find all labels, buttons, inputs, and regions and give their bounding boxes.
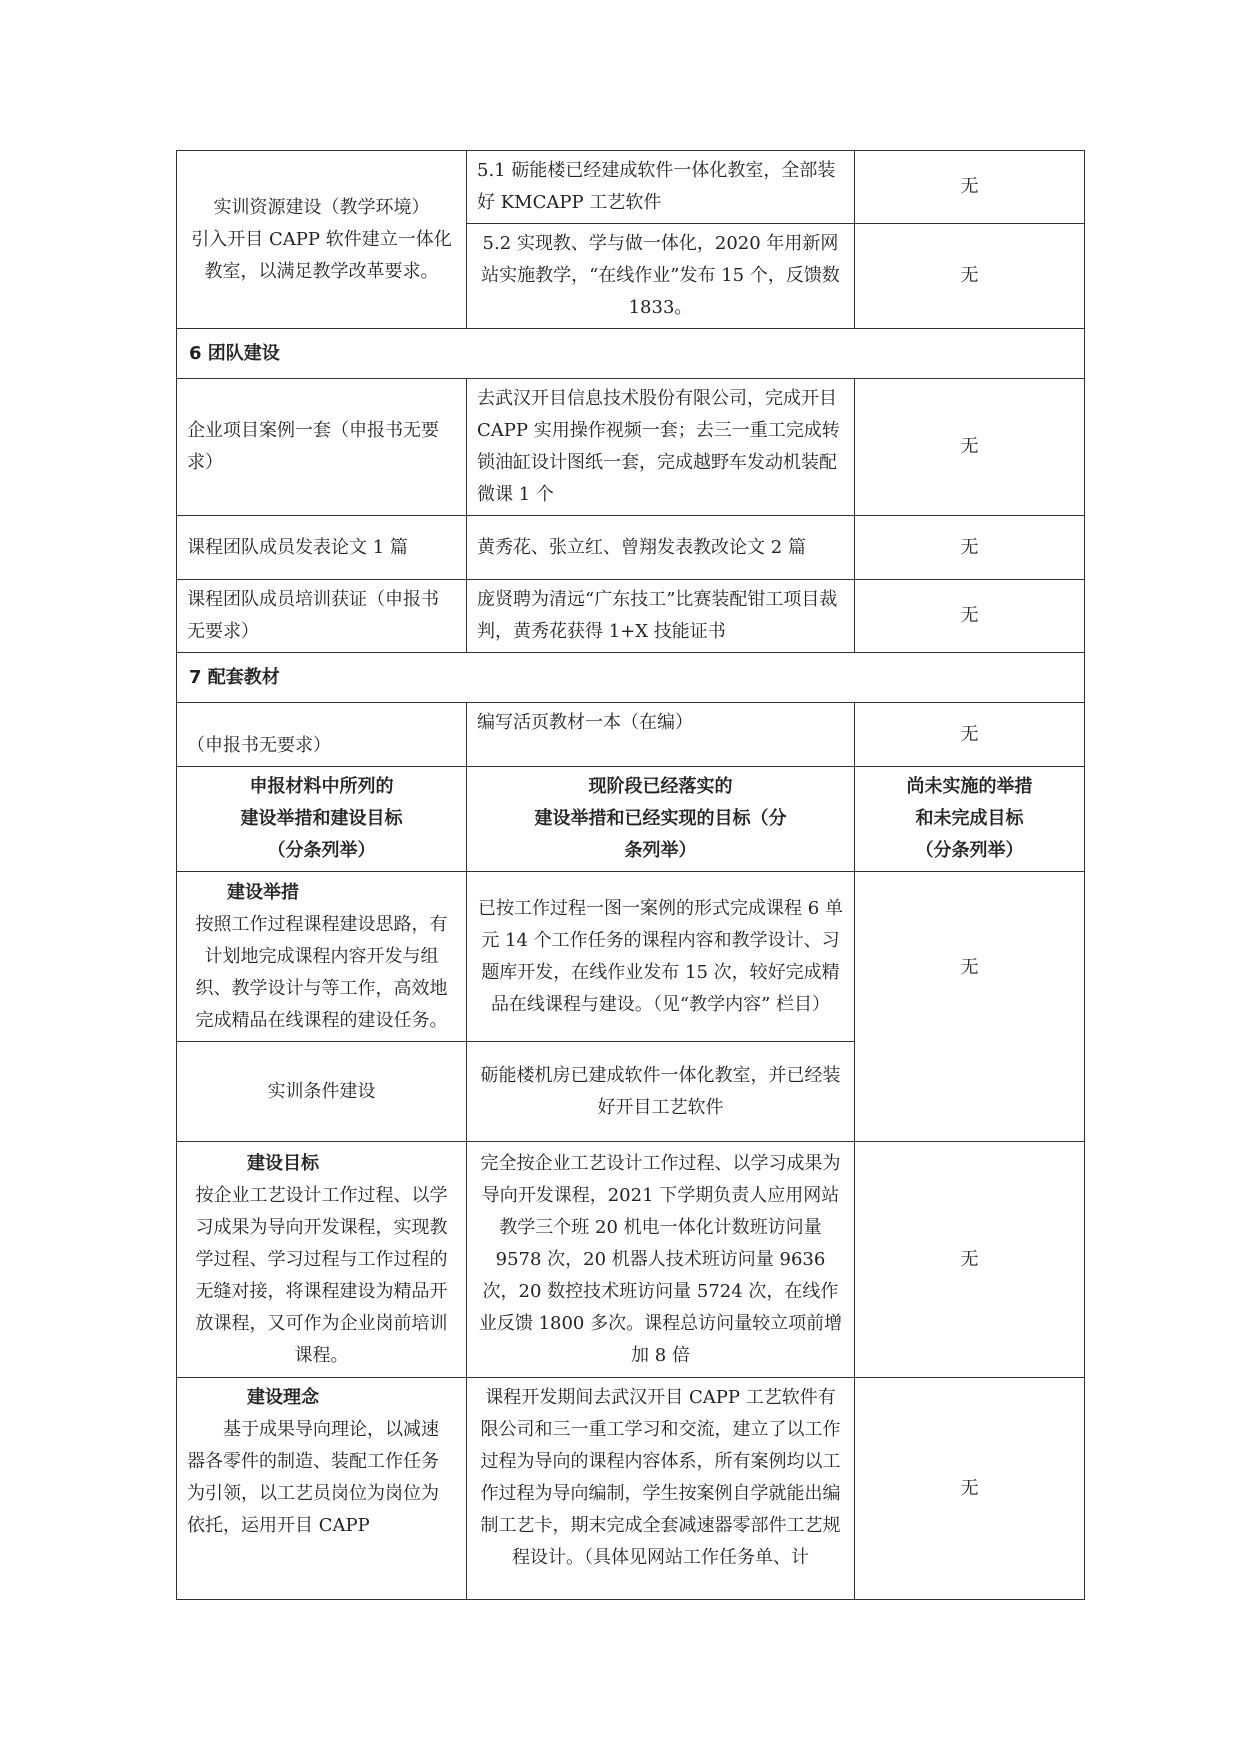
plan-cell: （申报书无要求） (177, 703, 467, 767)
plan-cell: 课程团队成员培训获证（申报书无要求） (177, 580, 467, 653)
section-title: 7 配套教材 (177, 653, 1085, 703)
pending-cell: 无 (855, 1378, 1085, 1600)
table-row (177, 1142, 1085, 1378)
progress-cell: 去武汉开目信息技术股份有限公司，完成开目 CAPP 实用操作视频一套；去三一重工完成转锁油缸设计图纸一套，完成越野车发动机装配微课 1 个 (467, 379, 855, 516)
header-line: （分条列举） (915, 840, 1024, 861)
pending-cell: 无 (855, 872, 1085, 1142)
table-row (177, 1378, 1085, 1600)
pending-cell: 无 (855, 379, 1085, 516)
resource-item-line: 实训资源建设（教学环境） (213, 196, 430, 218)
table-row (177, 872, 1085, 1042)
concept-title: 建设理念 (247, 1387, 319, 1408)
header-line: 建设举措和建设目标 (240, 808, 403, 829)
table-row (177, 151, 1085, 224)
header-line: （分条列举） (267, 840, 376, 861)
plan-cell: 企业项目案例一套（申报书无要求） (177, 379, 467, 516)
progress-cell: 黄秀花、张立红、曾翔发表教改论文 2 篇 (467, 516, 855, 580)
concept-progress-cell: 课程开发期间去武汉开目 CAPP 工艺软件有限公司和三一重工学习和交流，建立了以工作过程为导向的课程内容体系，所有案例均以工作过程为导向编制，学生按案例自学就能出编制工艺卡，期末完成全套减速器零部件工艺规程设计。（具体见网站工作任务单、计 (467, 1378, 855, 1600)
header-line: 和未完成目标 (915, 808, 1024, 829)
progress-cell: 庞贤聘为清远“广东技工”比赛装配钳工项目裁判，黄秀花获得 1+X 技能证书 (467, 580, 855, 653)
header-line: 尚未实施的举措 (906, 776, 1033, 797)
table-row (177, 379, 1085, 516)
resource-item-cell (177, 151, 467, 329)
measures-plan-text: 按照工作过程课程建设思路，有计划地完成课程内容开发与组织、教学设计与等工作，高效地完成精品在线课程的建设任务。 (195, 913, 448, 1031)
section-row (177, 329, 1085, 379)
resource-item-line: 教室，以满足教学改革要求。 (204, 260, 439, 282)
pending-cell: 无 (855, 151, 1085, 224)
header-row (177, 767, 1085, 872)
header-line: 现阶段已经落实的 (588, 776, 733, 797)
resource-progress-cell: 5.2 实现教、学与做一体化，2020 年用新网站实施教学，“在线作业”发布 15 个，反馈数 1833。 (467, 224, 855, 329)
progress-cell: 编写活页教材一本（在编） (467, 703, 855, 767)
concept-plan-text: 基于成果导向理论，以减速器各零件的制造、装配工作任务为引领，以工艺员岗位为岗位为依托，运用开目 CAPP (187, 1419, 439, 1536)
measures-title: 建设举措 (227, 881, 299, 903)
evaluation-table (176, 150, 1085, 1600)
section-title: 6 团队建设 (177, 329, 1085, 379)
plan-cell: 课程团队成员发表论文 1 篇 (177, 516, 467, 580)
goals-plan-text: 按企业工艺设计工作过程、以学习成果为导向开发课程，实现教学过程、学习过程与工作过程的无缝对接，将课程建设为精品开放课程，又可作为企业岗前培训课程。 (195, 1184, 448, 1366)
pending-cell: 无 (855, 580, 1085, 653)
goals-title: 建设目标 (247, 1152, 319, 1174)
pending-cell: 无 (855, 1142, 1085, 1378)
header-progress (467, 767, 855, 872)
table-row (177, 703, 1085, 767)
measures-plan-cell (177, 872, 467, 1042)
pending-cell: 无 (855, 516, 1085, 580)
pending-cell: 无 (855, 703, 1085, 767)
header-line: 申报材料中所列的 (249, 776, 394, 797)
goals-plan-cell (177, 1142, 467, 1378)
goals-progress-cell: 完全按企业工艺设计工作过程、以学习成果为导向开发课程，2021 下学期负责人应用网站教学三个班 20 机电一体化计数班访问量 9578 次，20 机器人技术班访问量 9636 次，20 数控技术班访问量 5724 次，在线作业反馈 1800 多次。课程总访问量较立项前增加 8 倍 (467, 1142, 855, 1378)
table-row (177, 516, 1085, 580)
measures-progress-cell: 已按工作过程一图一案例的形式完成课程 6 单元 14 个工作任务的课程内容和教学设计、习题库开发，在线作业发布 15 次，较好完成精品在线课程与建设。（见“教学内容” 栏目） (467, 872, 855, 1042)
training-progress-cell: 砺能楼机房已建成软件一体化教室，并已经装好开目工艺软件 (467, 1042, 855, 1142)
table-row (177, 580, 1085, 653)
header-line: 建设举措和已经实现的目标（分 (534, 808, 787, 829)
header-line: 条列举） (624, 840, 697, 861)
resource-item-line: 引入开目 CAPP 软件建立一体化 (191, 228, 452, 250)
concept-plan-cell (177, 1378, 467, 1600)
section-row (177, 653, 1085, 703)
header-pending (855, 767, 1085, 872)
header-plan (177, 767, 467, 872)
resource-progress-cell: 5.1 砺能楼已经建成软件一体化教室，全部装好 KMCAPP 工艺软件 (467, 151, 855, 224)
pending-cell: 无 (855, 224, 1085, 329)
training-plan-cell: 实训条件建设 (177, 1042, 467, 1142)
